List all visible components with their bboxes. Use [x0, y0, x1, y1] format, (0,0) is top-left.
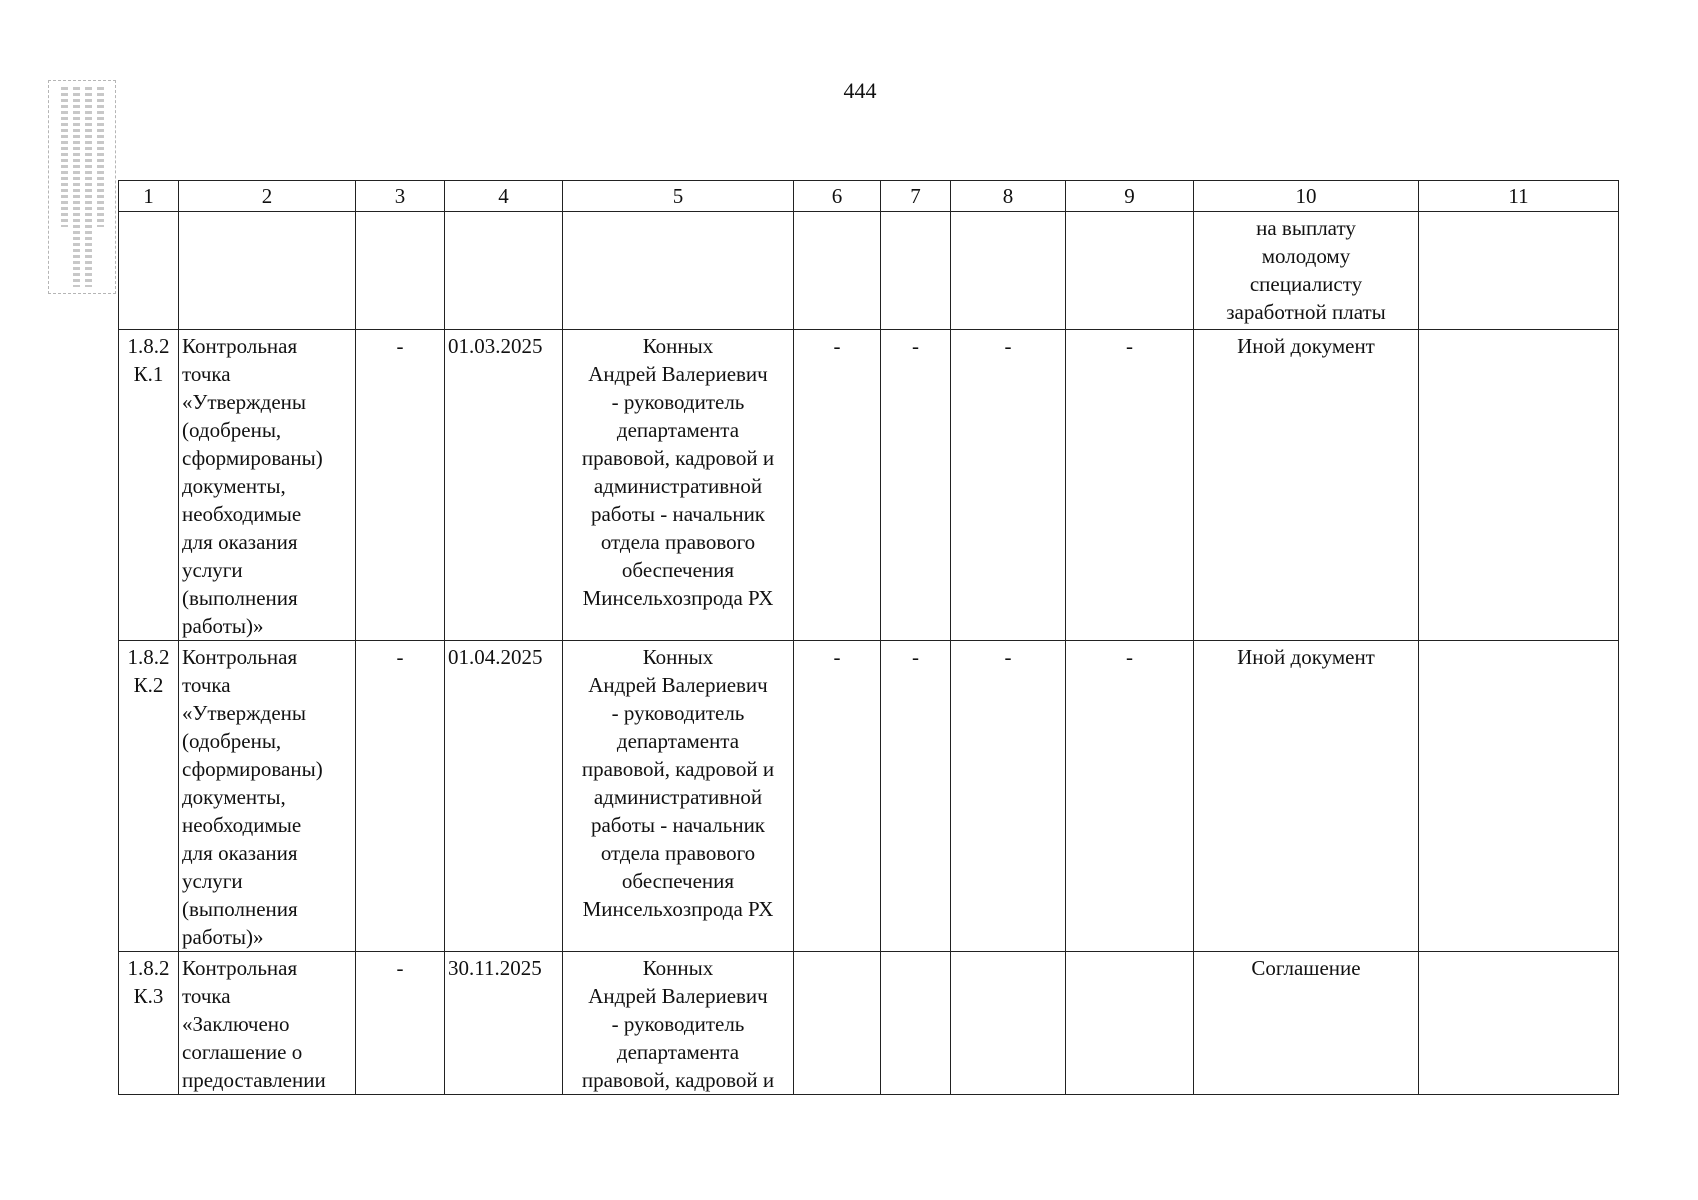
plan-table: [118, 180, 1619, 1095]
responsible-cell: Конных Андрей Валериевич - руководитель департамента правовой, кадровой и: [563, 952, 794, 1095]
table-row: [119, 952, 1619, 1095]
page-number: 444: [843, 78, 877, 103]
col6-cell: -: [794, 330, 881, 641]
doc-type-cell: Иной документ: [1194, 330, 1419, 641]
continuation-row: [119, 212, 1619, 330]
header-cell: 1: [119, 181, 179, 212]
header-cell: 9: [1066, 181, 1194, 212]
date-cell: 30.11.2025: [445, 952, 563, 1095]
header-cell: 11: [1419, 181, 1619, 212]
col7-cell: -: [881, 330, 951, 641]
item-number-cell: 1.8.2 К.1: [119, 330, 179, 641]
col3-cell: -: [356, 952, 445, 1095]
header-cell: 5: [563, 181, 794, 212]
col8-cell: -: [951, 641, 1066, 952]
header-cell: 7: [881, 181, 951, 212]
col11-cell: [1419, 952, 1619, 1095]
table-row: [119, 641, 1619, 952]
doc-type-cell: Иной документ: [1194, 641, 1419, 952]
header-cell: 8: [951, 181, 1066, 212]
col11-cell: [1419, 641, 1619, 952]
registration-stamp: [48, 80, 116, 294]
item-name-cell: Контрольная точка «Заключено соглашение о предоставлении: [179, 952, 356, 1095]
col9-cell: [1066, 952, 1194, 1095]
col9-cell: -: [1066, 330, 1194, 641]
header-cell: 2: [179, 181, 356, 212]
item-name-cell: Контрольная точка «Утверждены (одобрены, сформированы) документы, необходимые для оказания услуги (выполнения работы)»: [179, 641, 356, 952]
col3-cell: -: [356, 641, 445, 952]
responsible-cell: Конных Андрей Валериевич - руководитель департамента правовой, кадровой и административной работы - начальник отдела правового обеспечения Минсельхозпрода РХ: [563, 641, 794, 952]
header-cell: 3: [356, 181, 445, 212]
col11-cell: [1419, 330, 1619, 641]
col7-cell: -: [881, 641, 951, 952]
item-number-cell: 1.8.2 К.3: [119, 952, 179, 1095]
col8-cell: -: [951, 330, 1066, 641]
col9-cell: -: [1066, 641, 1194, 952]
continuation-doc-type: на выплату молодому специалисту заработной платы: [1194, 212, 1419, 330]
date-cell: 01.03.2025: [445, 330, 563, 641]
col7-cell: [881, 952, 951, 1095]
date-cell: 01.04.2025: [445, 641, 563, 952]
header-cell: 10: [1194, 181, 1419, 212]
responsible-cell: Конных Андрей Валериевич - руководитель департамента правовой, кадровой и административной работы - начальник отдела правового обеспечения Минсельхозпрода РХ: [563, 330, 794, 641]
header-cell: 4: [445, 181, 563, 212]
col6-cell: -: [794, 641, 881, 952]
header-cell: 6: [794, 181, 881, 212]
col6-cell: [794, 952, 881, 1095]
table-row: [119, 330, 1619, 641]
doc-type-cell: Соглашение: [1194, 952, 1419, 1095]
item-name-cell: Контрольная точка «Утверждены (одобрены, сформированы) документы, необходимые для оказания услуги (выполнения работы)»: [179, 330, 356, 641]
item-number-cell: 1.8.2 К.2: [119, 641, 179, 952]
col8-cell: [951, 952, 1066, 1095]
header-row: [119, 181, 1619, 212]
col3-cell: -: [356, 330, 445, 641]
